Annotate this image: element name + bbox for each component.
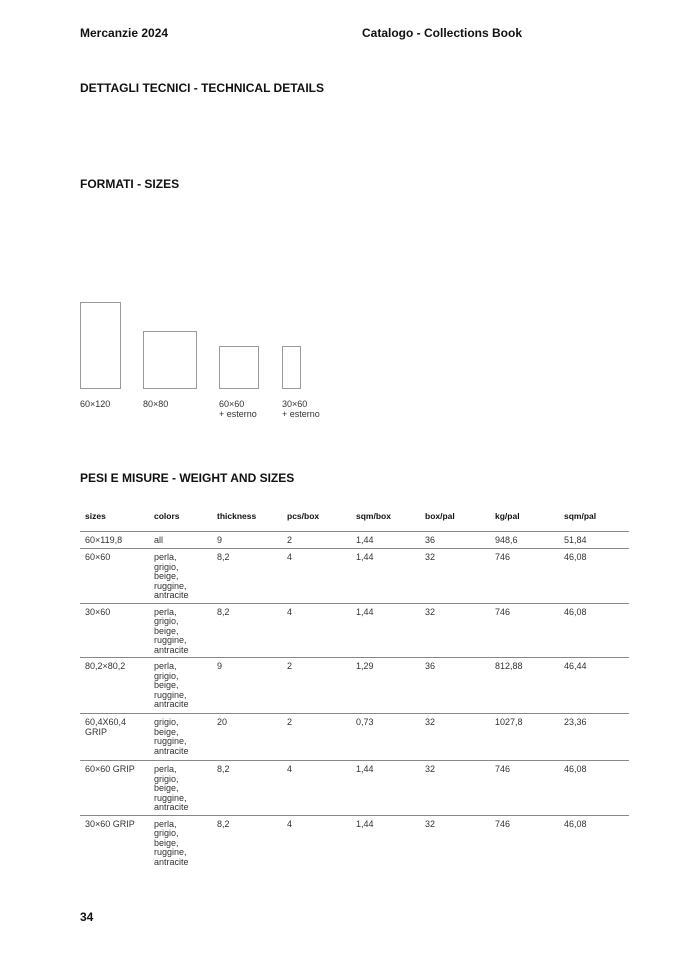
table-cell: 746 xyxy=(495,818,511,829)
table-cell: 32 xyxy=(425,818,436,829)
table-cell: 1027,8 xyxy=(490,714,559,761)
table-cell: perla, grigio, beige, ruggine, antracite xyxy=(149,603,212,658)
table-cell: 4 xyxy=(282,761,351,816)
table-cell: 1,44 xyxy=(351,549,420,604)
table-cell: 1,44 xyxy=(351,603,420,658)
table-cell: 80,2×80,2 xyxy=(80,658,149,714)
table-cell: perla, grigio, beige, ruggine, antracite xyxy=(149,761,212,816)
table-cell: 30×60 xyxy=(80,603,149,658)
format-60x120-shape xyxy=(80,302,121,389)
table-cell: 30×60 GRIP xyxy=(85,818,135,829)
table-cell: 20 xyxy=(212,714,282,761)
table-cell: 51,84 xyxy=(559,532,629,549)
column-header: box/pal xyxy=(420,507,490,532)
section-weight-and-sizes: PESI E MISURE - WEIGHT AND SIZES xyxy=(80,471,295,485)
table-row xyxy=(80,658,629,714)
section-technical-details: DETTAGLI TECNICI - TECHNICAL DETAILS xyxy=(80,81,324,95)
table-cell: 948,6 xyxy=(490,532,559,549)
format-label: 80×80 xyxy=(143,399,169,409)
table-cell: 2 xyxy=(282,532,351,549)
table-cell: 46,08 xyxy=(559,761,629,816)
table-row xyxy=(80,603,629,658)
table-cell: 60×119,8 xyxy=(80,532,149,549)
table-cell: 46,08 xyxy=(559,603,629,658)
table-cell: 8,2 xyxy=(212,761,282,816)
header-title: Mercanzie 2024 xyxy=(80,26,169,40)
table-cell: 32 xyxy=(420,603,490,658)
table-cell: all xyxy=(149,532,212,549)
table-cell: perla, grigio, beige, ruggine, antracite xyxy=(149,658,212,714)
table-cell: 32 xyxy=(420,761,490,816)
table-cell: 32 xyxy=(420,549,490,604)
table-row xyxy=(80,815,629,869)
table-cell: 0,73 xyxy=(351,714,420,761)
column-header: kg/pal xyxy=(490,507,559,532)
table-cell: 46,08 xyxy=(564,818,587,829)
table-cell: 8,2 xyxy=(217,818,230,829)
table-cell: 4 xyxy=(282,549,351,604)
table-cell: 9 xyxy=(212,658,282,714)
table-cell: 2 xyxy=(282,714,351,761)
section-formats: FORMATI - SIZES xyxy=(80,177,180,191)
table-row xyxy=(80,714,629,761)
table-cell: 4 xyxy=(282,603,351,658)
table-cell: 8,2 xyxy=(212,549,282,604)
column-header: thickness xyxy=(212,507,282,532)
column-header: sizes xyxy=(80,507,149,532)
table-cell: 2 xyxy=(282,658,351,714)
table-cell: 32 xyxy=(420,714,490,761)
table-cell: 36 xyxy=(420,658,490,714)
table-cell: 8,2 xyxy=(212,603,282,658)
table-cell: 1,44 xyxy=(351,761,420,816)
table-cell: 1,44 xyxy=(356,818,374,829)
format-80x80-shape xyxy=(143,331,197,389)
table-cell: perla, grigio, beige, ruggine, antracite xyxy=(154,818,189,867)
column-header: sqm/pal xyxy=(559,507,629,532)
format-label: 60×120 xyxy=(80,399,111,409)
table-row xyxy=(80,761,629,816)
table-header-row xyxy=(80,507,629,532)
column-header: colors xyxy=(149,507,212,532)
table-cell: 23,36 xyxy=(559,714,629,761)
table-cell: 60×60 xyxy=(80,549,149,604)
table-cell: 4 xyxy=(287,818,293,829)
table-cell: 60×60 GRIP xyxy=(80,761,149,816)
table-row xyxy=(80,549,629,604)
format-label: 60×60 + esterno xyxy=(219,399,257,419)
table-cell: 746 xyxy=(490,603,559,658)
table-cell: 1,44 xyxy=(351,532,420,549)
header-catalog-label: Catalogo - Collections Book xyxy=(362,26,523,40)
table-cell: grigio, beige, ruggine, antracite xyxy=(149,714,212,761)
table-cell: 60,4X60,4 GRIP xyxy=(80,714,149,761)
table-cell: perla, grigio, beige, ruggine, antracite xyxy=(149,549,212,604)
table-cell: 46,08 xyxy=(559,549,629,604)
table-cell: 812,88 xyxy=(490,658,559,714)
format-60x60-shape xyxy=(219,346,259,389)
table-cell: 1,29 xyxy=(351,658,420,714)
table-cell: 746 xyxy=(490,549,559,604)
page-number: 34 xyxy=(80,910,94,924)
table-cell: 46,44 xyxy=(559,658,629,714)
format-30x60-shape xyxy=(282,346,301,389)
table-cell: 746 xyxy=(490,761,559,816)
format-label: 30×60 + esterno xyxy=(282,399,320,419)
table-cell: 9 xyxy=(212,532,282,549)
table-cell: 36 xyxy=(420,532,490,549)
table-row xyxy=(80,532,629,549)
column-header: pcs/box xyxy=(282,507,351,532)
column-header: sqm/box xyxy=(351,507,420,532)
weight-sizes-table xyxy=(80,507,629,869)
